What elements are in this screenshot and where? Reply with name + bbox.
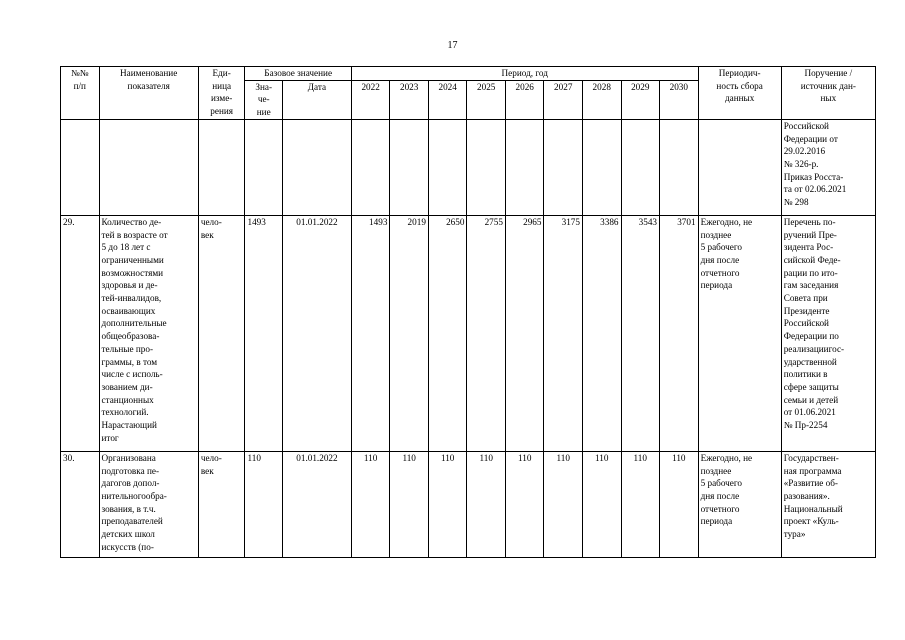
table-row	[61, 451, 876, 557]
cell-unit	[198, 119, 245, 215]
cell-year-value: 110	[351, 451, 390, 557]
cell-year-value: 110	[467, 451, 506, 557]
header-name: Наименование показателя	[99, 67, 198, 120]
cell-year-value: 2650	[428, 215, 467, 451]
cell-base-value	[245, 119, 283, 215]
indicators-table	[60, 66, 876, 558]
header-unit: Еди- ница изме- рения	[198, 67, 245, 120]
cell-year-value: 3175	[544, 215, 583, 451]
cell-year-value: 110	[660, 451, 699, 557]
cell-num: 30.	[61, 451, 100, 557]
header-num: №№ п/п	[61, 67, 100, 120]
table-header	[61, 67, 876, 120]
cell-year-value: 2965	[505, 215, 544, 451]
cell-unit: чело- век	[198, 215, 245, 451]
cell-base-date	[282, 119, 351, 215]
header-year: 2030	[660, 80, 699, 119]
cell-periodicity: Ежегодно, не позднее 5 рабочего дня после отчетного периода	[698, 451, 781, 557]
cell-base-date: 01.01.2022	[282, 215, 351, 451]
cell-year-value	[621, 119, 660, 215]
header-year: 2022	[351, 80, 390, 119]
header-year: 2027	[544, 80, 583, 119]
header-row	[61, 67, 876, 81]
cell-base-date: 01.01.2022	[282, 451, 351, 557]
header-period-group: Период, год	[351, 67, 698, 81]
cell-base-value: 110	[245, 451, 283, 557]
cell-year-value	[505, 119, 544, 215]
cell-year-value: 1493	[351, 215, 390, 451]
header-year: 2025	[467, 80, 506, 119]
cell-periodicity	[698, 119, 781, 215]
cell-base-value: 1493	[245, 215, 283, 451]
header-base-value: Зна- че- ние	[245, 80, 283, 119]
header-periodicity: Периодич- ность сбора данных	[698, 67, 781, 120]
cell-source: Государствен- ная программа «Развитие об- разования». Национальный проект «Куль- тура»	[781, 451, 875, 557]
cell-periodicity: Ежегодно, не позднее 5 рабочего дня после отчетного периода	[698, 215, 781, 451]
cell-name: Организована подготовка пе- дагогов допол- нительногообра- зования, в т.ч. преподавателей детских школ искусств (по-	[99, 451, 198, 557]
header-year: 2024	[428, 80, 467, 119]
cell-year-value: 110	[621, 451, 660, 557]
cell-year-value: 2755	[467, 215, 506, 451]
page-number: 17	[447, 40, 458, 51]
cell-year-value: 110	[505, 451, 544, 557]
cell-year-value: 110	[428, 451, 467, 557]
cell-year-value	[351, 119, 390, 215]
header-base-group: Базовое значение	[245, 67, 351, 81]
cell-year-value: 3543	[621, 215, 660, 451]
cell-year-value: 110	[390, 451, 429, 557]
cell-year-value: 3386	[582, 215, 621, 451]
cell-num	[61, 119, 100, 215]
cell-year-value	[544, 119, 583, 215]
cell-year-value	[428, 119, 467, 215]
cell-source: Перечень по- ручений Пре- зидента Рос- сийской Феде- рации по ито- гам заседания Совета при Президенте Российской Федерации по реализациигос- ударственной политики в сфере защиты семьи и детей от 01.06.2021 № Пр-2254	[781, 215, 875, 451]
cell-year-value: 110	[582, 451, 621, 557]
header-year: 2023	[390, 80, 429, 119]
header-year: 2029	[621, 80, 660, 119]
cell-name	[99, 119, 198, 215]
cell-year-value	[390, 119, 429, 215]
cell-year-value	[660, 119, 699, 215]
header-base-date: Дата	[282, 80, 351, 119]
cell-year-value: 110	[544, 451, 583, 557]
cell-name: Количество де- тей в возрасте от 5 до 18 лет с ограниченными возможностями здоровья и де- тей-инвалидов, осваивающих дополнительные общеобразова- тельные про- граммы, в том числе с исполь- зованием ди- станционных технологий. Нарастающий итог	[99, 215, 198, 451]
cell-year-value	[467, 119, 506, 215]
cell-year-value: 3701	[660, 215, 699, 451]
cell-source: Российской Федерации от 29.02.2016 № 326-р. Приказ Росста- та от 02.06.2021 № 298	[781, 119, 875, 215]
header-year: 2028	[582, 80, 621, 119]
cell-unit: чело- век	[198, 451, 245, 557]
header-source: Поручение / источник дан- ных	[781, 67, 875, 120]
header-year: 2026	[505, 80, 544, 119]
cell-year-value	[582, 119, 621, 215]
cell-year-value: 2019	[390, 215, 429, 451]
table-row	[61, 215, 876, 451]
cell-num: 29.	[61, 215, 100, 451]
table-row	[61, 119, 876, 215]
table-body	[61, 119, 876, 557]
